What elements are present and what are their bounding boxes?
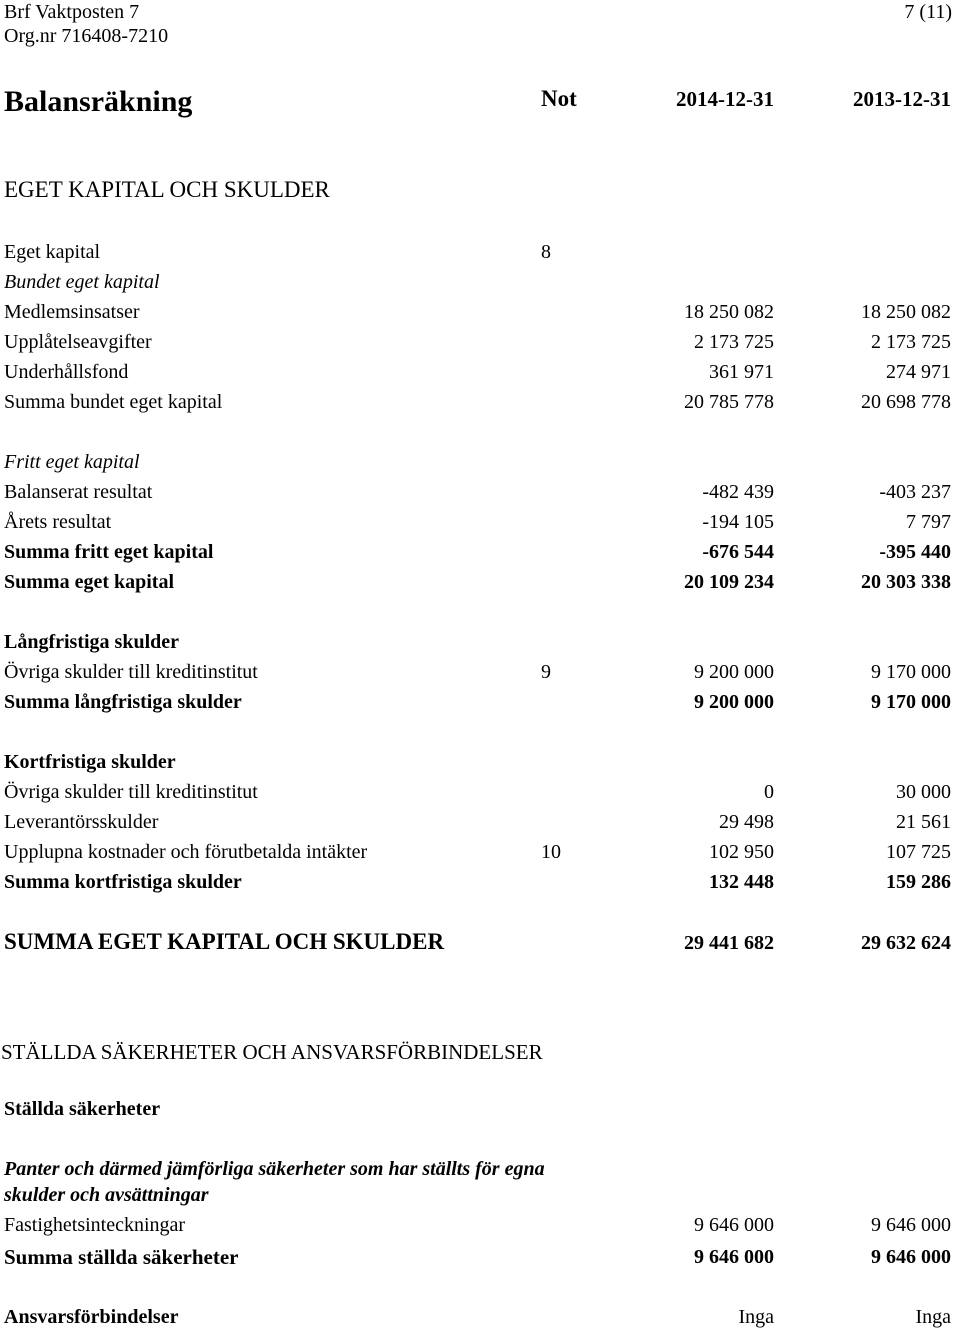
subtotal-value-2014: 9 200 000 bbox=[694, 691, 774, 713]
group-heading-eget-kapital: Eget kapital bbox=[4, 241, 101, 263]
org-number: Org.nr 716408-7210 bbox=[4, 25, 169, 47]
ansvar-value-2014: Inga bbox=[738, 1306, 774, 1328]
subtotal-label: Summa kortfristiga skulder bbox=[4, 871, 242, 893]
subtotal-value-2013: -395 440 bbox=[879, 541, 951, 563]
row-value-2014: 9 200 000 bbox=[694, 661, 774, 683]
panter-heading-line2: skulder och avsättningar bbox=[4, 1184, 209, 1206]
row-value-2014: 102 950 bbox=[709, 841, 774, 863]
subtotal-value-2014: 132 448 bbox=[709, 871, 774, 893]
row-value-2013: 21 561 bbox=[896, 811, 951, 833]
row-value-2013: 18 250 082 bbox=[861, 301, 951, 323]
subtotal-label: Summa långfristiga skulder bbox=[4, 691, 242, 713]
row-value-2013: 2 173 725 bbox=[871, 331, 951, 353]
row-value-2013: 7 797 bbox=[906, 511, 951, 533]
section-heading: EGET KAPITAL OCH SKULDER bbox=[4, 177, 330, 202]
total-value-2014: 20 109 234 bbox=[684, 571, 774, 593]
org-name: Brf Vaktposten 7 bbox=[4, 1, 140, 23]
ansvar-label: Ansvarsförbindelser bbox=[4, 1306, 179, 1328]
subtotal-value-2013: 20 698 778 bbox=[861, 391, 951, 413]
row-value-2014: -482 439 bbox=[702, 481, 774, 503]
ansvar-value-2013: Inga bbox=[915, 1306, 951, 1328]
row-label: Årets resultat bbox=[4, 511, 112, 533]
row-value-2013: 274 971 bbox=[886, 361, 951, 383]
note-ref: 9 bbox=[541, 661, 551, 683]
grand-total-value-2013: 29 632 624 bbox=[861, 932, 951, 954]
subgroup-heading-fritt: Fritt eget kapital bbox=[4, 451, 140, 473]
row-value-2014: 2 173 725 bbox=[694, 331, 774, 353]
grand-total-label: SUMMA EGET KAPITAL OCH SKULDER bbox=[4, 929, 445, 954]
row-label: Övriga skulder till kreditinstitut bbox=[4, 781, 258, 803]
page-number: 7 (11) bbox=[904, 1, 952, 23]
row-value-2013: 30 000 bbox=[896, 781, 951, 803]
page-title: Balansräkning bbox=[4, 85, 193, 118]
note-ref: 8 bbox=[541, 241, 551, 263]
panter-heading-line1: Panter och därmed jämförliga säkerheter som har ställts för egna bbox=[4, 1158, 545, 1180]
subtotal-value-2013: 9 646 000 bbox=[871, 1246, 951, 1268]
row-label: Underhållsfond bbox=[4, 361, 129, 383]
row-value-2013: 9 646 000 bbox=[871, 1214, 951, 1236]
subtotal-value-2014: 20 785 778 bbox=[684, 391, 774, 413]
row-label: Upplupna kostnader och förutbetalda intäkter bbox=[4, 841, 368, 863]
row-value-2014: 18 250 082 bbox=[684, 301, 774, 323]
note-ref: 10 bbox=[541, 841, 561, 863]
subtotal-value-2013: 159 286 bbox=[886, 871, 951, 893]
year-column-header-2014: 2014-12-31 bbox=[676, 87, 774, 111]
row-label: Fastighetsinteckningar bbox=[4, 1214, 186, 1236]
row-value-2014: 361 971 bbox=[709, 361, 774, 383]
total-label: Summa eget kapital bbox=[4, 571, 174, 593]
row-value-2014: 9 646 000 bbox=[694, 1214, 774, 1236]
row-value-2013: 9 170 000 bbox=[871, 661, 951, 683]
group-heading-stallda: Ställda säkerheter bbox=[4, 1098, 161, 1120]
subtotal-label: Summa ställda säkerheter bbox=[4, 1245, 239, 1269]
row-value-2014: -194 105 bbox=[702, 511, 774, 533]
row-value-2014: 0 bbox=[764, 781, 774, 803]
row-label: Upplåtelseavgifter bbox=[4, 331, 152, 353]
row-value-2014: 29 498 bbox=[719, 811, 774, 833]
year-column-header-2013: 2013-12-31 bbox=[853, 87, 951, 111]
subgroup-heading-bundet: Bundet eget kapital bbox=[4, 271, 160, 293]
section-heading-stallda: STÄLLDA SÄKERHETER OCH ANSVARSFÖRBINDELSER bbox=[1, 1040, 543, 1064]
row-value-2013: -403 237 bbox=[879, 481, 951, 503]
subtotal-value-2014: 9 646 000 bbox=[694, 1246, 774, 1268]
subtotal-label: Summa fritt eget kapital bbox=[4, 541, 214, 563]
grand-total-value-2014: 29 441 682 bbox=[684, 932, 774, 954]
group-heading-kortfristiga: Kortfristiga skulder bbox=[4, 751, 176, 773]
group-heading-langfristiga: Långfristiga skulder bbox=[4, 631, 180, 653]
not-column-header: Not bbox=[541, 86, 577, 111]
subtotal-value-2014: -676 544 bbox=[702, 541, 774, 563]
row-label: Övriga skulder till kreditinstitut bbox=[4, 661, 258, 683]
row-value-2013: 107 725 bbox=[886, 841, 951, 863]
row-label: Leverantörsskulder bbox=[4, 811, 159, 833]
row-label: Medlemsinsatser bbox=[4, 301, 140, 323]
subtotal-label: Summa bundet eget kapital bbox=[4, 391, 223, 413]
subtotal-value-2013: 9 170 000 bbox=[871, 691, 951, 713]
row-label: Balanserat resultat bbox=[4, 481, 153, 503]
total-value-2013: 20 303 338 bbox=[861, 571, 951, 593]
